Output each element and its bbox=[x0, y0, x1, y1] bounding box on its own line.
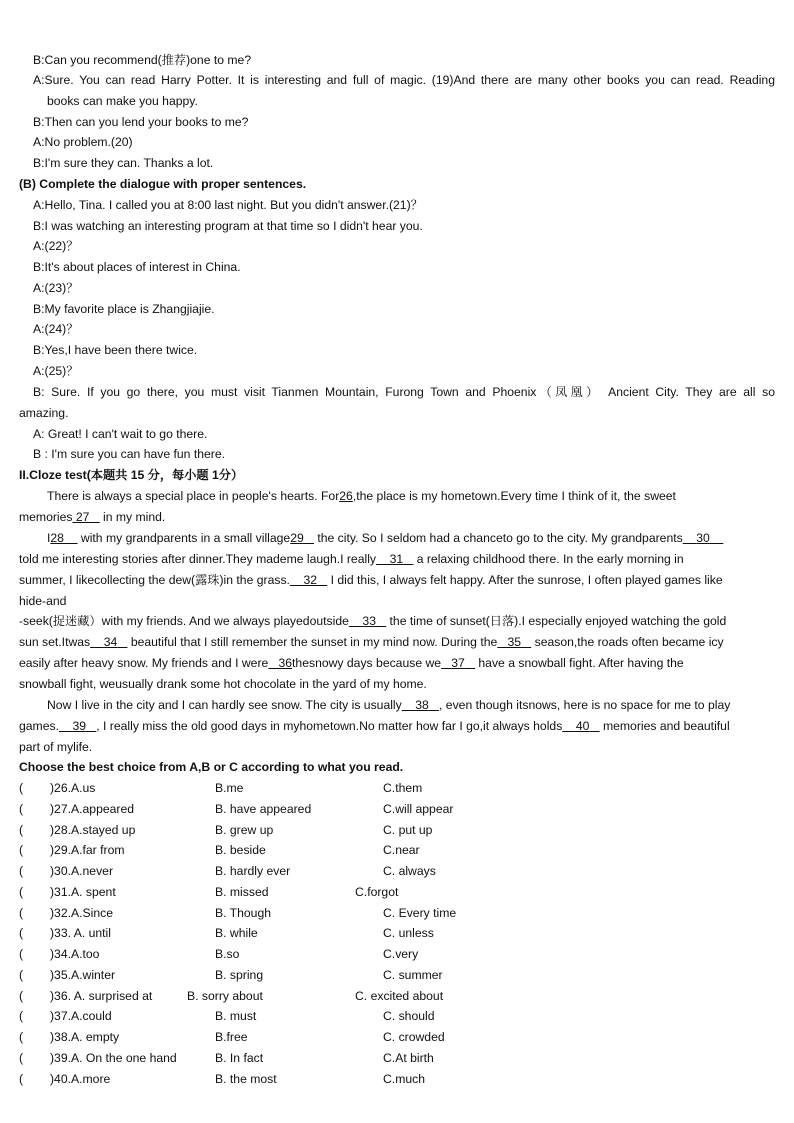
blank-27: 27 bbox=[75, 510, 90, 524]
choice-option-a: )28.A.stayed up bbox=[50, 823, 136, 837]
choice-option-a: )26.A.us bbox=[50, 781, 96, 795]
choice-option-c: C.them bbox=[383, 781, 423, 795]
dialogue-line: B: Sure. If you go there, you must visit Tianmen Mountain, Furong Town and Phoenix（凤凰） Ancient City. They are all so bbox=[33, 385, 775, 399]
answer-paren[interactable]: ( bbox=[19, 823, 24, 837]
dialogue-line: A:(22)？ bbox=[33, 239, 79, 253]
dialogue-line: B:Yes,I have been there twice. bbox=[33, 343, 198, 357]
cloze-line: Now I live in the city and I can hardly see snow. The city is usually 38 , even though itsnows, here is no space for me to play bbox=[47, 698, 731, 712]
choice-option-b: B.free bbox=[215, 1030, 248, 1044]
choice-option-b: B. grew up bbox=[215, 823, 274, 837]
choice-option-a: )31.A. spent bbox=[50, 885, 116, 899]
cloze-line: memories 27 in my mind. bbox=[19, 510, 166, 524]
choice-option-c: C. put up bbox=[383, 823, 433, 837]
choice-option-c: C. should bbox=[383, 1009, 435, 1023]
blank-37: 37 bbox=[451, 656, 465, 670]
choice-option-a: )40.A.more bbox=[50, 1072, 111, 1086]
choice-option-c: C.very bbox=[383, 947, 419, 961]
choice-option-b: B. In fact bbox=[215, 1051, 264, 1065]
answer-paren[interactable]: ( bbox=[19, 906, 24, 920]
choice-option-a: )32.A.Since bbox=[50, 906, 114, 920]
answer-paren[interactable]: ( bbox=[19, 843, 24, 857]
choice-option-c: C. Every time bbox=[383, 906, 457, 920]
cloze-line: -seek(捉迷藏）with my friends. And we always playedoutside 33 the time of sunset(日落).I especially enjoyed watching the gold bbox=[19, 614, 727, 628]
blank-33: 33 bbox=[362, 614, 376, 628]
choice-option-a: )27.A.appeared bbox=[50, 802, 135, 816]
dialogue-line: B : I'm sure you can have fun there. bbox=[33, 447, 226, 461]
choice-option-b: B. missed bbox=[215, 885, 269, 899]
choice-option-c: C. always bbox=[383, 864, 436, 878]
choice-option-c: C.forgot bbox=[355, 885, 399, 899]
dialogue-line: B:It's about places of interest in China. bbox=[33, 260, 241, 274]
answer-paren[interactable]: ( bbox=[19, 926, 24, 940]
dialogue-line: B:I was watching an interesting program at that time so I didn't hear you. bbox=[33, 219, 423, 233]
choice-option-a: )30.A.never bbox=[50, 864, 114, 878]
answer-paren[interactable]: ( bbox=[19, 1009, 24, 1023]
dialogue-line: B:Then can you lend your books to me? bbox=[33, 115, 249, 129]
choice-option-a: )37.A.could bbox=[50, 1009, 112, 1023]
blank-28: 28 bbox=[50, 531, 64, 545]
choice-option-c: C. summer bbox=[383, 968, 443, 982]
answer-paren[interactable]: ( bbox=[19, 1030, 24, 1044]
answer-paren[interactable]: ( bbox=[19, 864, 24, 878]
choice-option-b: B. the most bbox=[215, 1072, 277, 1086]
answer-paren[interactable]: ( bbox=[19, 802, 24, 816]
cloze-line: easily after heavy snow. My friends and I were 36thesnowy days because we 37 have a snowball fight. After having the bbox=[19, 656, 684, 670]
blank-29: 29 bbox=[290, 531, 304, 545]
cloze-line: There is always a special place in people's hearts. For26,the place is my hometown.Every time I think of it, the sweet bbox=[47, 489, 676, 503]
cloze-line: hide-and bbox=[19, 594, 67, 608]
dialogue-line: B:My favorite place is Zhangjiajie. bbox=[33, 302, 215, 316]
answer-paren[interactable]: ( bbox=[19, 989, 24, 1003]
answer-paren[interactable]: ( bbox=[19, 968, 24, 982]
cloze-line: part of mylife. bbox=[19, 740, 93, 754]
choice-option-b: B. Though bbox=[215, 906, 272, 920]
answer-paren[interactable]: ( bbox=[19, 947, 24, 961]
choice-option-b: B. sorry about bbox=[187, 989, 263, 1003]
choice-option-c: C.much bbox=[383, 1072, 425, 1086]
dialogue-line: A:(25)？ bbox=[33, 364, 79, 378]
dialogue-line: A:Hello, Tina. I called you at 8:00 last night. But you didn't answer.(21)？ bbox=[33, 198, 423, 212]
choice-option-c: C. crowded bbox=[383, 1030, 445, 1044]
choice-option-c: C. excited about bbox=[355, 989, 444, 1003]
dialogue-line: A: Great! I can't wait to go there. bbox=[33, 427, 208, 441]
cloze-line: summer, I likecollecting the dew(露珠)in the grass. 32 I did this, I always felt happy. After the sunrose, I often played games like bbox=[19, 573, 723, 587]
choice-option-c: C.At birth bbox=[383, 1051, 434, 1065]
blank-34: 34 bbox=[103, 635, 118, 649]
choice-option-a: )29.A.far from bbox=[50, 843, 125, 857]
answer-paren[interactable]: ( bbox=[19, 781, 24, 795]
choice-option-b: B. have appeared bbox=[215, 802, 312, 816]
dialogue-line: A:Sure. You can read Harry Potter. It is interesting and full of magic. (19)And there are many other books you can read. Reading bbox=[33, 73, 775, 87]
blank-36: 36 bbox=[278, 656, 293, 670]
dialogue-line: A:(23)？ bbox=[33, 281, 79, 295]
cloze-line: sun set.Itwas 34 beautiful that I still remember the sunset in my mind now. During the 35 season,the roads often became icy bbox=[19, 635, 724, 649]
choice-option-c: C. unless bbox=[383, 926, 434, 940]
choice-option-a: )33. A. until bbox=[50, 926, 111, 940]
blank-31: 31 bbox=[389, 552, 404, 566]
section-heading: II.Cloze test(本题共 15 分，每小题 1分） bbox=[19, 468, 244, 482]
answer-paren[interactable]: ( bbox=[19, 1072, 24, 1086]
blank-30: 30 bbox=[696, 531, 710, 545]
cloze-line: games. 39 , I really miss the old good days in myhometown.No matter how far I go,it always holds 40 memories and beautiful bbox=[19, 719, 730, 733]
choice-option-a: )34.A.too bbox=[50, 947, 100, 961]
blank-40: 40 bbox=[575, 719, 590, 733]
dialogue-line: A:No problem.(20) bbox=[33, 135, 133, 149]
choice-option-b: B.me bbox=[215, 781, 244, 795]
cloze-line: told me interesting stories after dinner.They mademe laugh.I really 31 a relaxing childhood there. In the early morning in bbox=[19, 552, 684, 566]
answer-paren[interactable]: ( bbox=[19, 1051, 24, 1065]
choice-option-c: C.will appear bbox=[383, 802, 454, 816]
dialogue-line: B:Can you recommend(推荐)one to me? bbox=[33, 53, 252, 67]
choice-option-b: B. beside bbox=[215, 843, 266, 857]
choice-option-b: B.so bbox=[215, 947, 240, 961]
blank-39: 39 bbox=[72, 719, 87, 733]
blank-26: 26 bbox=[339, 489, 353, 503]
choice-option-c: C.near bbox=[383, 843, 420, 857]
dialogue-line: A:(24)？ bbox=[33, 322, 79, 336]
dialogue-line: amazing. bbox=[19, 406, 69, 420]
answer-paren[interactable]: ( bbox=[19, 885, 24, 899]
choice-option-a: )38.A. empty bbox=[50, 1030, 120, 1044]
choice-option-b: B. hardly ever bbox=[215, 864, 291, 878]
choice-option-b: B. must bbox=[215, 1009, 257, 1023]
section-heading: (B) Complete the dialogue with proper sentences. bbox=[19, 177, 307, 191]
dialogue-line: B:I'm sure they can. Thanks a lot. bbox=[33, 156, 214, 170]
choice-option-a: )39.A. On the one hand bbox=[50, 1051, 177, 1065]
blank-35: 35 bbox=[507, 635, 522, 649]
blank-38: 38 bbox=[415, 698, 429, 712]
choice-option-b: B. spring bbox=[215, 968, 264, 982]
blank-32: 32 bbox=[303, 573, 318, 587]
choice-option-b: B. while bbox=[215, 926, 258, 940]
cloze-line: I28 with my grandparents in a small village29 the city. So I seldom had a chanceto go to the city. My grandparents 30 bbox=[47, 530, 723, 546]
cloze-line: snowball fight, weusually drank some hot chocolate in the yard of my home. bbox=[19, 677, 427, 691]
dialogue-line: books can make you happy. bbox=[47, 94, 198, 108]
choice-option-a: )36. A. surprised at bbox=[50, 989, 153, 1003]
section-heading: Choose the best choice from A,B or C according to what you read. bbox=[19, 760, 404, 774]
choice-option-a: )35.A.winter bbox=[50, 968, 116, 982]
